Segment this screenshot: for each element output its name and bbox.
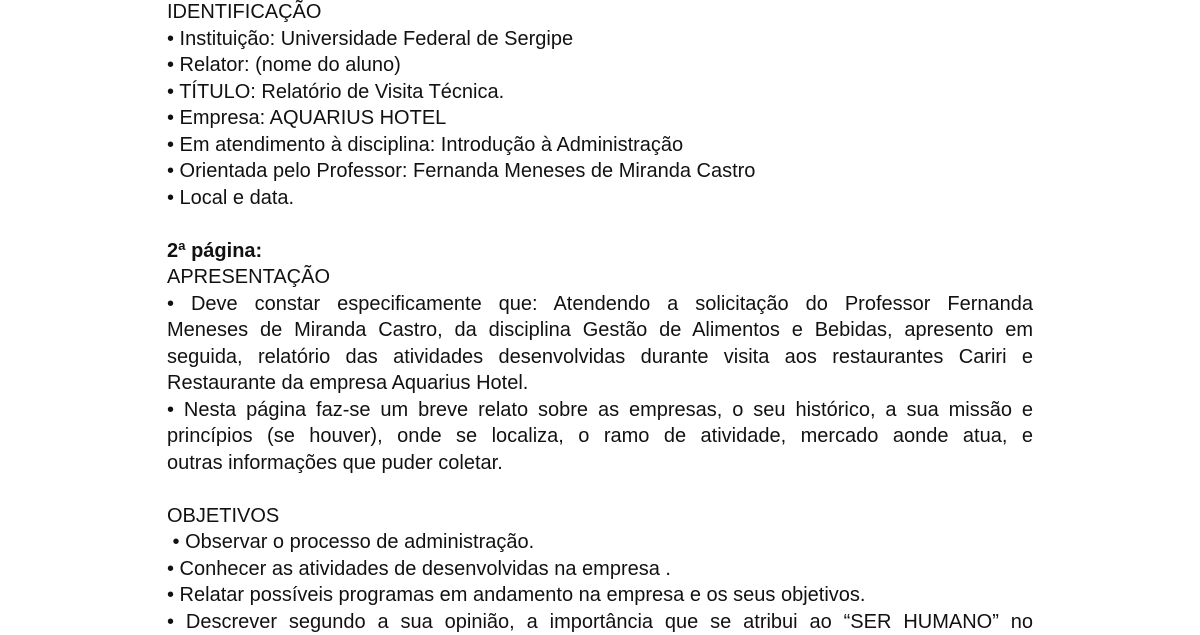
document-page (167, 0, 1033, 635)
list-item: • Relatar possíveis programas em andamento na empresa e os seus objetivos. (167, 582, 1033, 609)
section-heading-apresentacao: APRESENTAÇÃO (167, 264, 1033, 291)
list-item: • Orientada pelo Professor: Fernanda Meneses de Miranda Castro (167, 158, 1033, 185)
paragraph-line: • Nesta página faz-se um breve relato sobre as empresas, o seu histórico, a sua missão e (167, 397, 1033, 424)
list-item: • Empresa: AQUARIUS HOTEL (167, 105, 1033, 132)
list-item: • Conhecer as atividades de desenvolvidas na empresa . (167, 556, 1033, 583)
paragraph-line: outras informações que puder coletar. (167, 450, 1033, 477)
list-item: • Descrever segundo a sua opinião, a importância que se atribui ao “SER HUMANO” no (167, 609, 1033, 635)
paragraph-line: Restaurante da empresa Aquarius Hotel. (167, 370, 1033, 397)
paragraph-line: seguida, relatório das atividades desenvolvidas durante visita aos restaurantes Cariri e (167, 344, 1033, 371)
list-item: • Em atendimento à disciplina: Introdução à Administração (167, 132, 1033, 159)
list-item: • Observar o processo de administração. (167, 529, 1033, 556)
list-item: • TÍTULO: Relatório de Visita Técnica. (167, 79, 1033, 106)
list-item: • Relator: (nome do aluno) (167, 52, 1033, 79)
spacer (167, 211, 1033, 238)
section-heading-objetivos: OBJETIVOS (167, 503, 1033, 530)
section-heading-identificacao: IDENTIFICAÇÃO (167, 0, 1033, 26)
paragraph-line: Meneses de Miranda Castro, da disciplina Gestão de Alimentos e Bebidas, apresento em (167, 317, 1033, 344)
spacer (167, 476, 1033, 503)
page-label: 2ª página: (167, 238, 1033, 265)
paragraph-line: • Deve constar especificamente que: Atendendo a solicitação do Professor Fernanda (167, 291, 1033, 318)
paragraph-line: princípios (se houver), onde se localiza, o ramo de atividade, mercado aonde atua, e (167, 423, 1033, 450)
list-item: • Local e data. (167, 185, 1033, 212)
list-item: • Instituição: Universidade Federal de Sergipe (167, 26, 1033, 53)
